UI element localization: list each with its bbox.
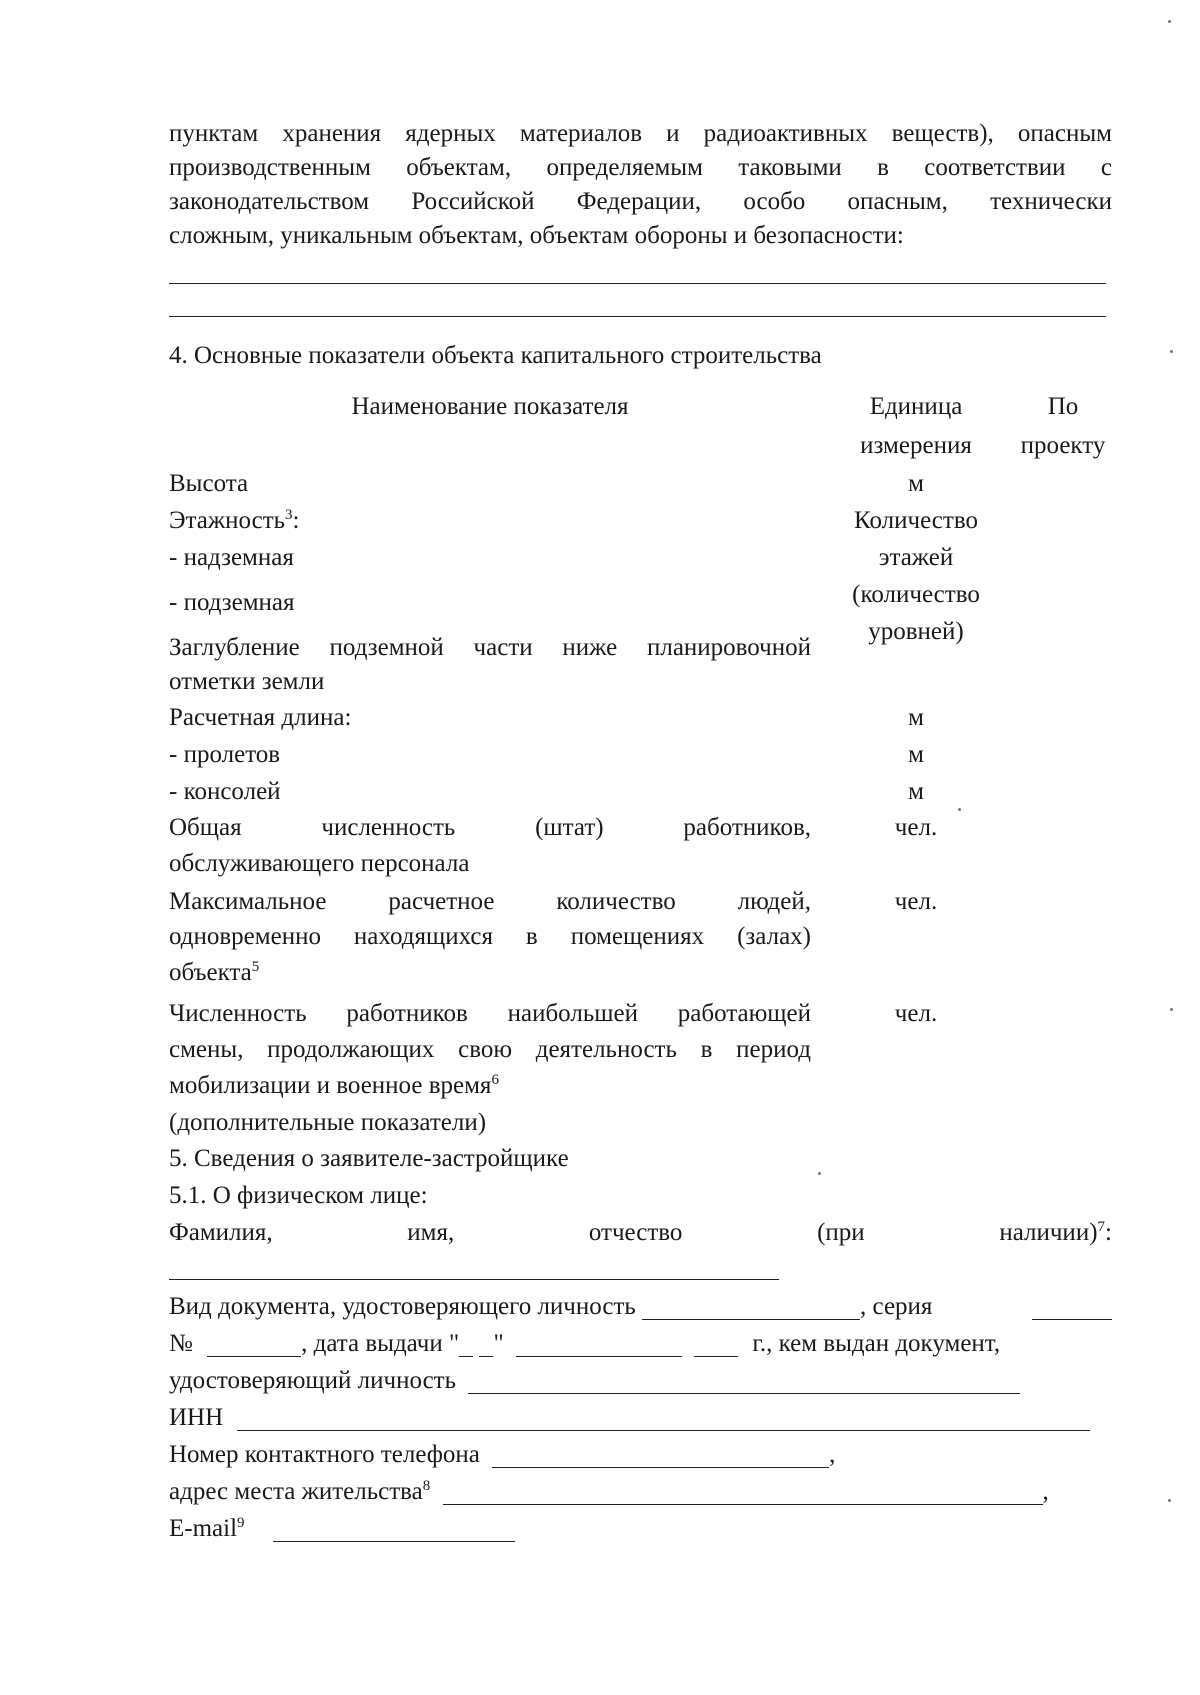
row-depth-line-2: отметки земли — [169, 668, 325, 695]
row-height-unit: м — [908, 470, 924, 497]
fio-input-line[interactable] — [169, 1279, 779, 1280]
floors-unit-line-2: этажей — [878, 544, 954, 571]
email-line — [169, 1516, 515, 1542]
doc-type-field[interactable] — [642, 1294, 860, 1320]
issuer-label: удостоверяющий личность — [169, 1367, 456, 1394]
row-maxpeople-unit: чел. — [894, 888, 938, 915]
row-consoles-name: - консолей — [169, 778, 281, 805]
email-field[interactable] — [273, 1516, 515, 1542]
section5-title: 5. Сведения о заявителе-застройщике — [169, 1145, 569, 1172]
header-unit-line-1: Единица — [869, 393, 963, 420]
row-height-name: Высота — [169, 470, 249, 497]
blank-line-1[interactable] — [169, 283, 1106, 284]
intro-line-4: сложным, уникальным объектам, объектам обороны и безопасности: — [169, 222, 904, 249]
row-depth-line-1: Заглубление подземной части ниже планировочной — [169, 634, 811, 661]
intro-line-2: производственным объектам, определяемым таковыми в соответствии с — [169, 154, 1112, 181]
shift-mobilization-label: мобилизации и военное время — [169, 1072, 492, 1099]
row-shift-line-2: смены, продолжающих свою деятельность в период — [169, 1036, 811, 1063]
row-maxpeople-line-2: одновременно находящихся в помещениях (залах) — [169, 923, 811, 950]
footnote-ref-5: 5 — [251, 959, 260, 975]
email-label: E-mail — [169, 1515, 238, 1542]
scan-speck — [1168, 20, 1171, 23]
header-unit-line-2: измерения — [860, 432, 972, 459]
series-label: , серия — [860, 1293, 933, 1320]
address-field[interactable] — [443, 1479, 1043, 1505]
floors-unit-line-1: Количество — [854, 507, 978, 534]
footnote-ref-9: 9 — [237, 1515, 245, 1531]
issue-month-field[interactable] — [516, 1331, 682, 1357]
fio-word-name: имя, — [407, 1219, 455, 1246]
intro-line-1: пунктам хранения ядерных материалов и радиоактивных веществ), опасным — [169, 120, 1112, 147]
fio-colon: : — [1105, 1219, 1112, 1246]
row-shift-line-1: Численность работников наибольшей работающей — [169, 1000, 811, 1027]
header-indicator-name: Наименование показателя — [351, 393, 629, 420]
row-consoles-unit: м — [908, 778, 924, 805]
issuer-line — [169, 1368, 1020, 1394]
row-shift-unit: чел. — [894, 1000, 938, 1027]
row-maxpeople-line-1: Максимальное расчетное количество людей, — [169, 888, 811, 915]
doc-type-line — [169, 1294, 1112, 1320]
row-staff-unit: чел. — [894, 814, 938, 841]
phone-label: Номер контактного телефона — [169, 1441, 480, 1468]
address-line — [169, 1479, 1049, 1505]
header-project-line-1: По — [1047, 393, 1079, 420]
scan-speck — [1170, 350, 1173, 353]
doc-number-field[interactable] — [207, 1331, 301, 1357]
scan-speck — [818, 1172, 821, 1175]
issue-day-field-2[interactable] — [479, 1331, 493, 1357]
doc-type-label: Вид документа, удостоверяющего личность — [169, 1293, 636, 1320]
issue-year-field[interactable] — [694, 1331, 738, 1357]
series-field[interactable] — [1032, 1294, 1112, 1320]
address-comma: , — [1042, 1478, 1049, 1505]
floors-unit-line-4: уровней) — [868, 618, 964, 645]
fio-word-surname: Фамилия, — [169, 1219, 273, 1246]
maxpeople-object-label: объекта — [169, 959, 252, 986]
floors-colon: : — [292, 507, 300, 534]
address-label: адрес места жительства — [169, 1478, 423, 1505]
footnote-ref-7: 7 — [1097, 1219, 1106, 1235]
row-floors-name — [169, 508, 811, 533]
year-issuer-label: г., кем выдан документ, — [752, 1330, 1001, 1357]
row-length-unit: м — [908, 704, 924, 731]
scan-speck — [1170, 1008, 1173, 1011]
row-extra-indicators: (дополнительные показатели) — [169, 1109, 487, 1136]
row-shift-line-3 — [169, 1073, 811, 1098]
row-staff-line-2: обслуживающего персонала — [169, 850, 470, 877]
floors-unit-line-3: (количество — [852, 581, 980, 608]
scan-speck — [958, 808, 961, 811]
header-project-line-2: проекту — [1020, 432, 1106, 459]
inn-line — [169, 1405, 1090, 1431]
row-length-name: Расчетная длина: — [169, 704, 352, 731]
row-spans-unit: м — [908, 741, 924, 768]
number-label: № — [169, 1330, 193, 1357]
phone-comma: , — [829, 1441, 836, 1468]
blank-line-2[interactable] — [169, 316, 1106, 317]
row-spans-name: - пролетов — [169, 741, 281, 768]
section51-title: 5.1. О физическом лице: — [169, 1182, 428, 1209]
fio-word-if: (при — [817, 1219, 865, 1246]
fio-available-text: наличии) — [999, 1219, 1098, 1246]
phone-line — [169, 1442, 835, 1468]
floors-label: Этажность — [169, 507, 286, 534]
row-floors-below: - подземная — [169, 589, 295, 616]
phone-field[interactable] — [492, 1442, 829, 1468]
fio-word-available — [999, 1220, 1112, 1245]
inn-label: ИНН — [169, 1404, 224, 1431]
fio-label-line — [169, 1220, 1112, 1245]
row-maxpeople-line-3 — [169, 960, 811, 985]
issue-date-label: , дата выдачи " — [301, 1330, 460, 1357]
section4-title: 4. Основные показатели объекта капитального строительства — [169, 342, 822, 369]
issue-day-field[interactable] — [459, 1331, 473, 1357]
fio-word-patronymic: отчество — [588, 1219, 683, 1246]
date-closing-quote: " — [493, 1330, 504, 1357]
footnote-ref-3: 3 — [285, 507, 293, 523]
inn-field[interactable] — [237, 1405, 1090, 1431]
issuer-field[interactable] — [468, 1368, 1020, 1394]
scan-speck — [1168, 1499, 1171, 1502]
intro-line-3: законодательством Российской Федерации, особо опасным, технически — [169, 188, 1112, 215]
row-staff-line-1: Общая численность (штат) работников, — [169, 814, 811, 841]
footnote-ref-6: 6 — [491, 1072, 499, 1088]
footnote-ref-8: 8 — [422, 1478, 431, 1494]
row-floors-above: - надземная — [169, 544, 294, 571]
doc-number-line — [169, 1331, 1119, 1357]
